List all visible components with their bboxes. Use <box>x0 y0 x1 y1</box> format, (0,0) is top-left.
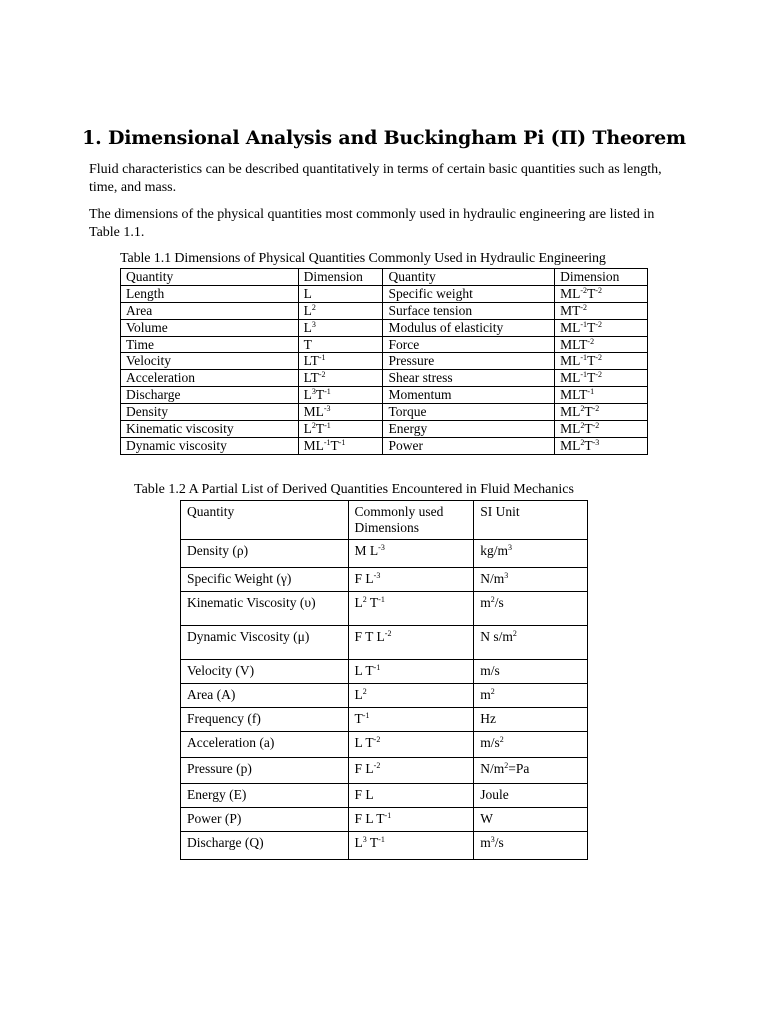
table-cell: Density (ρ) <box>181 540 349 568</box>
table-cell: Frequency (f) <box>181 708 349 732</box>
table-cell: Joule <box>474 784 588 808</box>
table-cell: $L^2T^{-1}$ <box>298 421 383 438</box>
table-cell: F T $L^{-2}$ <box>348 626 474 660</box>
table-header-cell: Dimension <box>555 269 648 286</box>
table-cell: $ML^{-1}T^{-2}$ <box>555 319 648 336</box>
table-cell: L <box>298 285 383 302</box>
table-cell: Velocity <box>121 353 299 370</box>
table-cell: Discharge <box>121 387 299 404</box>
table-cell: $ML^2T^{-2}$ <box>555 404 648 421</box>
table-cell: Power <box>383 437 555 454</box>
table-cell: Acceleration (a) <box>181 732 349 758</box>
table-header-row <box>121 269 648 286</box>
table-cell: Hz <box>474 708 588 732</box>
table-reference-paragraph: The dimensions of the physical quantities most commonly used in hydraulic engineering are listed in Table 1.1. <box>89 207 655 240</box>
table-cell: Acceleration <box>121 370 299 387</box>
table-row <box>121 353 648 370</box>
table-row <box>181 592 588 626</box>
table-cell: $L^2$ <box>298 302 383 319</box>
table-cell: $ML^{-1}T^{-1}$ <box>298 437 383 454</box>
table-row <box>121 437 648 454</box>
table-cell: Torque <box>383 404 555 421</box>
table-row <box>121 302 648 319</box>
page-title: 1. Dimensional Analysis and Buckingham Pi (Π) Theorem <box>82 127 686 149</box>
table-row <box>181 660 588 684</box>
table-cell: $m^2$ <box>474 684 588 708</box>
table-cell: Kinematic Viscosity (υ) <box>181 592 349 626</box>
table-cell: $LT^{-2}$ <box>298 370 383 387</box>
table-cell: $kg/m^3$ <box>474 540 588 568</box>
table-cell: $LT^{-1}$ <box>298 353 383 370</box>
table-cell: Specific weight <box>383 285 555 302</box>
table-cell: $m/s^2$ <box>474 732 588 758</box>
table-cell: $L^3$ $T^{-1}$ <box>348 832 474 860</box>
table-cell: $ML^{-1}T^{-2}$ <box>555 370 648 387</box>
table-cell: Volume <box>121 319 299 336</box>
table-cell: m/s <box>474 660 588 684</box>
table-cell: $m^2/s$ <box>474 592 588 626</box>
table-header-row <box>181 501 588 540</box>
table-cell: $MLT^{-2}$ <box>555 336 648 353</box>
table1-caption: Table 1.1 Dimensions of Physical Quantities Commonly Used in Hydraulic Engineering <box>120 251 606 266</box>
table-header-cell: Quantity <box>121 269 299 286</box>
table-cell: Force <box>383 336 555 353</box>
table-cell: F $L^{-3}$ <box>348 568 474 592</box>
table-cell: Momentum <box>383 387 555 404</box>
table-cell: T <box>298 336 383 353</box>
table-cell: $ML^{-2}T^{-2}$ <box>555 285 648 302</box>
table-cell: Kinematic viscosity <box>121 421 299 438</box>
table-cell: $N/m^3$ <box>474 568 588 592</box>
table-cell: Shear stress <box>383 370 555 387</box>
table-row <box>181 708 588 732</box>
table-row <box>121 404 648 421</box>
table-cell: $ML^{-3}$ <box>298 404 383 421</box>
table-row <box>121 319 648 336</box>
table-row <box>181 808 588 832</box>
table-cell: Power (P) <box>181 808 349 832</box>
table-row <box>121 336 648 353</box>
table-row <box>181 758 588 784</box>
table-row <box>121 285 648 302</box>
table-cell: $m^3/s$ <box>474 832 588 860</box>
table-header-cell: Dimension <box>298 269 383 286</box>
table-cell: Area (A) <box>181 684 349 708</box>
table-cell: Velocity (V) <box>181 660 349 684</box>
table-cell: Surface tension <box>383 302 555 319</box>
table-cell: $L^3$ <box>298 319 383 336</box>
table-cell: Specific Weight (γ) <box>181 568 349 592</box>
table-cell: L $T^{-1}$ <box>348 660 474 684</box>
table-row <box>121 421 648 438</box>
table-cell: F L $T^{-1}$ <box>348 808 474 832</box>
table-row <box>121 387 648 404</box>
table-cell: Density <box>121 404 299 421</box>
table-cell: Length <box>121 285 299 302</box>
table-cell: Energy (E) <box>181 784 349 808</box>
table2-caption: Table 1.2 A Partial List of Derived Quantities Encountered in Fluid Mechanics <box>134 482 574 497</box>
table-cell: F $L^{-2}$ <box>348 758 474 784</box>
table-header-cell: Quantity <box>383 269 555 286</box>
intro-paragraph: Fluid characteristics can be described quantitatively in terms of certain basic quantities such as length, time, and mass. <box>89 162 662 195</box>
table-header-cell: Quantity <box>181 501 349 540</box>
table-cell: Energy <box>383 421 555 438</box>
table-cell: $L^3T^{-1}$ <box>298 387 383 404</box>
table-cell: N $s/m^2$ <box>474 626 588 660</box>
table-row <box>181 626 588 660</box>
table-cell: $MLT^{-1}$ <box>555 387 648 404</box>
table-row <box>121 370 648 387</box>
table-cell: Dynamic Viscosity (μ) <box>181 626 349 660</box>
table-row <box>181 832 588 860</box>
table-header-cell: SI Unit <box>474 501 588 540</box>
table-cell: $ML^2T^{-3}$ <box>555 437 648 454</box>
table-cell: $MT^{-2}$ <box>555 302 648 319</box>
table-row <box>181 568 588 592</box>
table-cell: Pressure (p) <box>181 758 349 784</box>
table-cell: W <box>474 808 588 832</box>
table-cell: Pressure <box>383 353 555 370</box>
table-cell: L $T^{-2}$ <box>348 732 474 758</box>
table2 <box>180 500 588 860</box>
table-header-cell: Commonly used Dimensions <box>348 501 474 540</box>
table-row <box>181 784 588 808</box>
table-cell: $L^2$ <box>348 684 474 708</box>
table-cell: $ML^{-1}T^{-2}$ <box>555 353 648 370</box>
table-cell: Time <box>121 336 299 353</box>
table-cell: $N/m^2=Pa$ <box>474 758 588 784</box>
table-row <box>181 684 588 708</box>
table-row <box>181 540 588 568</box>
table1 <box>120 268 648 455</box>
table-row <box>181 732 588 758</box>
table-cell: M $L^{-3}$ <box>348 540 474 568</box>
table-cell: Dynamic viscosity <box>121 437 299 454</box>
table-cell: Area <box>121 302 299 319</box>
table-cell: $L^2$ $T^{-1}$ <box>348 592 474 626</box>
table-cell: $T^{-1}$ <box>348 708 474 732</box>
table-cell: $ML^2T^{-2}$ <box>555 421 648 438</box>
table-cell: F L <box>348 784 474 808</box>
table-cell: Discharge (Q) <box>181 832 349 860</box>
table-cell: Modulus of elasticity <box>383 319 555 336</box>
